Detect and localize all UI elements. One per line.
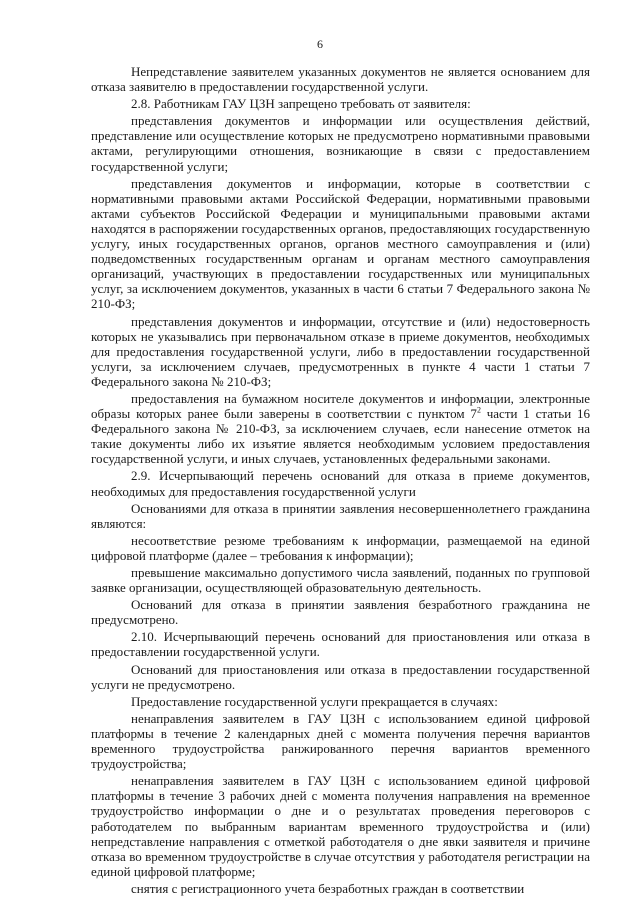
- paragraph-prohibition-4-text-continued: части 1 статьи 16 Федерального закона № 210-ФЗ, за исключением случаев, если нанесение отметок на такие документы либо их изъятие является необходимым условием предоставления государственной услуги, и иных случаев, установленных федеральными законами.: [91, 406, 590, 467]
- paragraph-refusal-ground-2: превышение максимально допустимого числа заявлений, поданных по групповой заявке организации, осуществляющей образовательную деятельность.: [91, 565, 590, 596]
- document-body: [91, 64, 590, 896]
- paragraph-prohibition-2: представления документов и информации, которые в соответствии с нормативными правовыми актами Российской Федерации, нормативными правовыми актами субъектов Российской Федерации и муниципальными правовыми актами находятся в распоряжении государственных органов, предоставляющих государственную услугу, иных государственных органов, органов местного самоуправления и (или) подведомственных государственным органам и органам местного самоуправления организаций, участвующих в предоставлении государственных или муниципальных услуг, за исключением документов, указанных в части 6 статьи 7 Федерального закона № 210-ФЗ;: [91, 175, 590, 312]
- paragraph-prohibition-3: представления документов и информации, отсутствие и (или) недостоверность которых не указывались при первоначальном отказе в приеме документов, необходимых для предоставления государственной услуги, либо в предоставлении государственной услуги, за исключением случаев, предусмотренных в пункте 4 части 1 статьи 7 Федерального закона № 210-ФЗ;: [91, 313, 590, 389]
- paragraph-termination-case-2: ненаправления заявителем в ГАУ ЦЗН с использованием единой цифровой платформы в течение 3 рабочих дней с момента получения направления на временное трудоустройство информации о дне и о результатах проведения переговоров с работодателем по выбранным вариантам временного трудоустройства и (или) непредставление направления с отметкой работодателя о дне явки заявителя и причине отказа во временном трудоустройстве в случае отсутствия у работодателя регистрации на единой цифровой платформе;: [91, 773, 590, 879]
- paragraph-refusal-ground-1: несоответствие резюме требованиям к информации, размещаемой на единой цифровой платформе (далее – требования к информации);: [91, 532, 590, 563]
- paragraph-prohibition-4-text: предоставления на бумажном носителе документов и информации, электронные образы которых ранее были заверены в соответствии с пунктом 7: [91, 390, 590, 422]
- superscript-footnote: 2: [476, 405, 481, 415]
- paragraph-prohibition-4: [91, 391, 590, 466]
- paragraph-no-refusal-unemployed: Оснований для отказа в принятии заявления безработного гражданина не предусмотрено.: [91, 597, 590, 628]
- paragraph-documents-not-ground: Непредставление заявителем указанных документов не является основанием для отказа заявителю в предоставлении государственной услуги.: [91, 64, 590, 95]
- paragraph-refusal-grounds-intro: Основаниями для отказа в принятии заявления несовершеннолетнего гражданина являются:: [91, 500, 590, 531]
- paragraph-section-2-8: 2.8. Работникам ГАУ ЦЗН запрещено требовать от заявителя:: [131, 96, 471, 112]
- paragraph-termination-case-1: ненаправления заявителем в ГАУ ЦЗН с использованием единой цифровой платформы в течение 2 календарных дней с момента получения перечня вариантов временного трудоустройства ранжированного перечня вариантов временного трудоустройства;: [91, 710, 590, 772]
- paragraph-termination-intro: Предоставление государственной услуги прекращается в случаях:: [131, 693, 498, 709]
- paragraph-section-2-9: 2.9. Исчерпывающий перечень оснований для отказа в приеме документов, необходимых для предоставления государственной услуги: [91, 468, 590, 499]
- page-number: 6: [317, 37, 323, 51]
- paragraph-no-suspension-grounds: Оснований для приостановления или отказа в предоставлении государственной услуги не предусмотрено.: [91, 661, 590, 692]
- paragraph-prohibition-1: представления документов и информации или осуществления действий, представление или осуществление которых не предусмотрено нормативными правовыми актами, регулирующими отношения, возникающие в связи с предоставлением государственной услуги;: [91, 113, 590, 174]
- paragraph-section-2-10: 2.10. Исчерпывающий перечень оснований для приостановления или отказа в предоставлении государственной услуги.: [91, 629, 590, 660]
- paragraph-termination-case-3: снятия с регистрационного учета безработных граждан в соответствии: [131, 880, 525, 896]
